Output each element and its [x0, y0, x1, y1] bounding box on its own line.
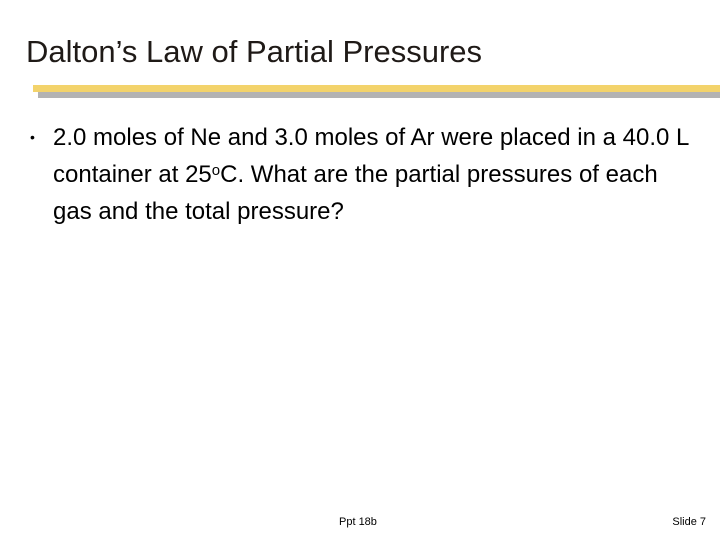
bullet-marker: •	[30, 129, 35, 145]
title-underline	[33, 85, 720, 92]
bullet-text-part-2: C. What are the partial pressures of each gas and the total pressure?	[53, 161, 658, 225]
degree-superscript: o	[211, 162, 221, 179]
footer-presentation-id: Ppt 18b	[339, 516, 377, 528]
footer-slide-number: Slide 7	[672, 516, 706, 528]
slide-title: Dalton’s Law of Partial Pressures	[26, 34, 483, 69]
bullet-question-text	[53, 119, 693, 230]
bullet-text-part-1: 2.0 moles of Ne and 3.0 moles of Ar were placed in a 40.0 L container at 25	[53, 124, 689, 188]
